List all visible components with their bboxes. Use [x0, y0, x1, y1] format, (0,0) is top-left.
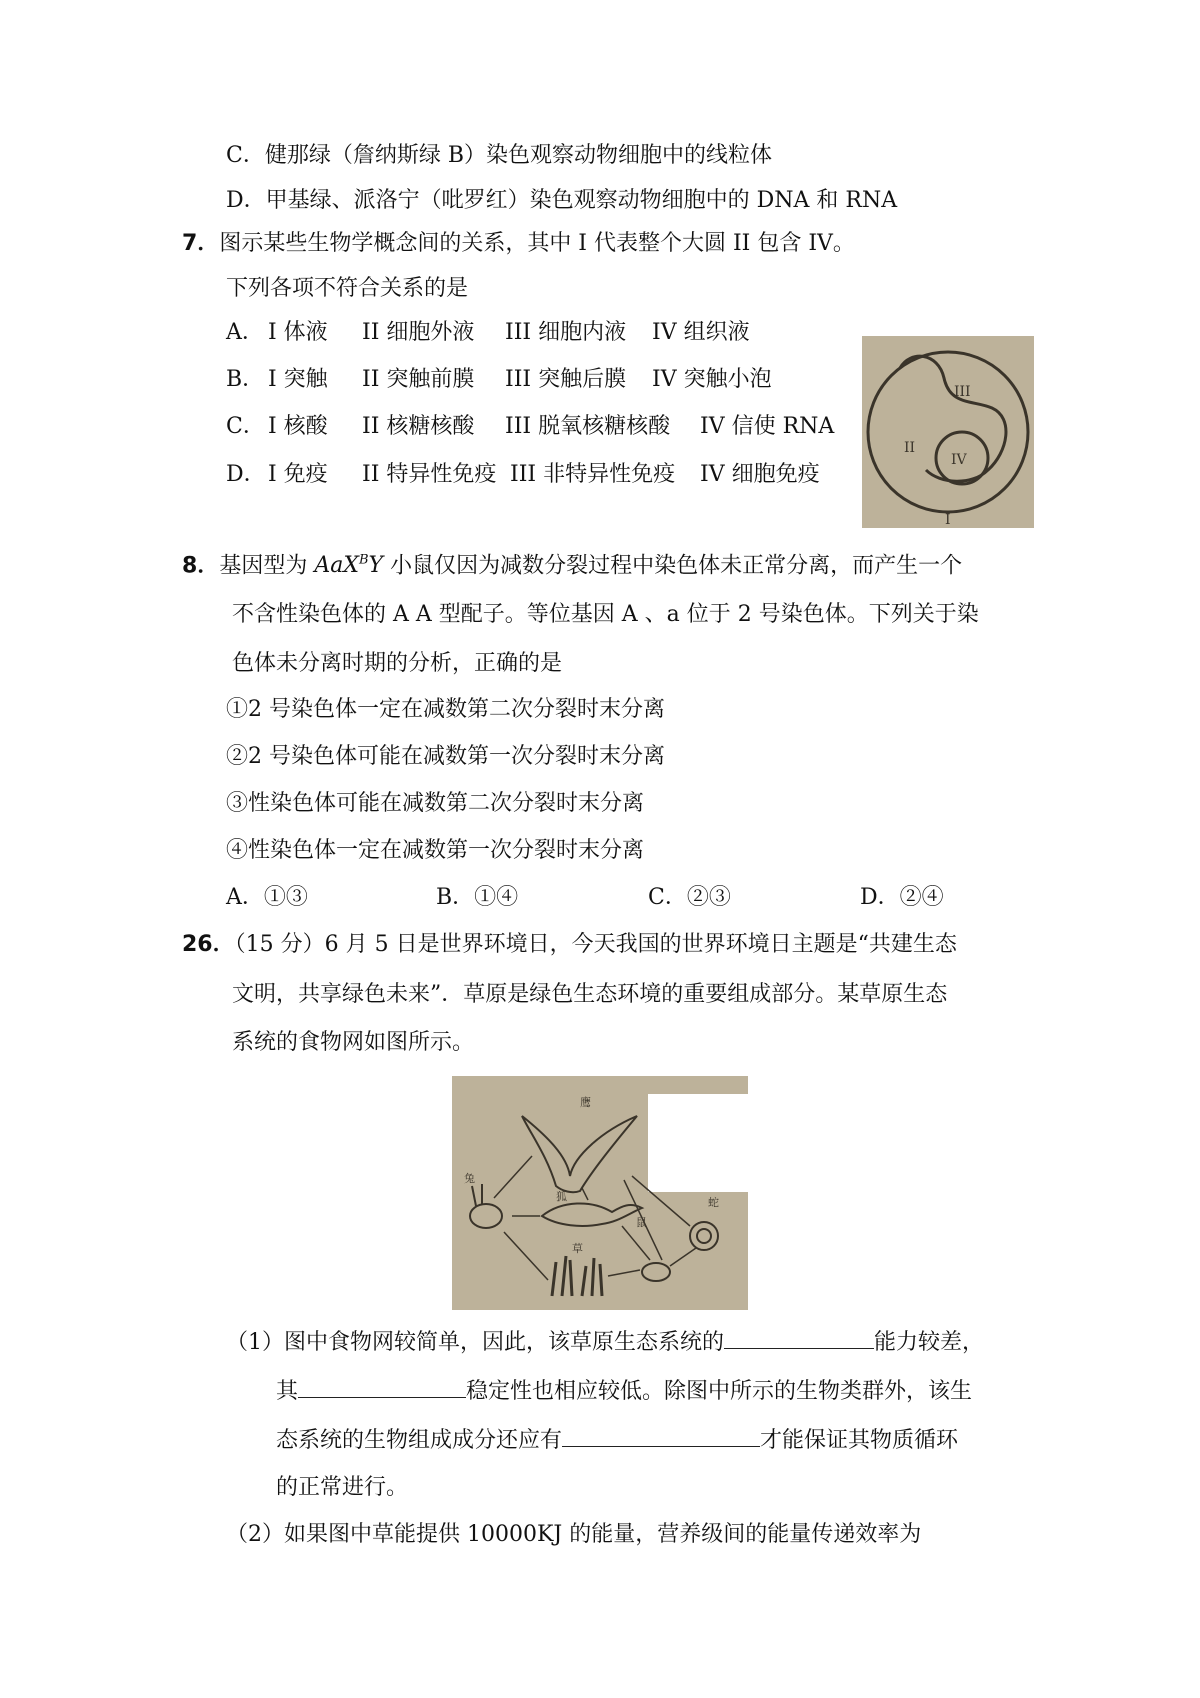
label-ii: II	[904, 440, 916, 456]
figure-white-patch	[648, 1094, 748, 1192]
label-i: I	[945, 512, 951, 528]
q8-statement-4: ④性染色体一定在减数第一次分裂时末分离	[226, 838, 645, 863]
label-mouse: 鼠	[636, 1216, 647, 1229]
answer-blank-2[interactable]	[298, 1375, 466, 1398]
q8-statement-1: ①2 号染色体一定在减数第二次分裂时末分离	[226, 697, 665, 722]
label-fox: 狐	[556, 1190, 567, 1203]
q7-stem-line2: 下列各项不符合关系的是	[226, 276, 469, 301]
q26-stem-line3: 系统的食物网如图所示。	[232, 1030, 475, 1055]
q7-number: 7．	[182, 231, 220, 256]
q26-sub1-line1: （1）图中食物网较简单，因此，该草原生态系统的 能力较差，	[226, 1326, 984, 1358]
q6-option-d: D．甲基绿、派洛宁（吡罗红）染色观察动物细胞中的 DNA 和 RNA	[226, 188, 898, 213]
label-snake: 蛇	[708, 1196, 719, 1209]
q26-stem-line1: 26．（15 分）6 月 5 日是世界环境日，今天我国的世界环境日主题是“共建生态	[182, 932, 957, 957]
q6-option-c: C．健那绿（詹纳斯绿 B）染色观察动物细胞中的线粒体	[226, 143, 772, 168]
q26-sub1-line2: 其 稳定性也相应较低。除图中所示的生物类群外，该生	[276, 1375, 972, 1407]
answer-blank-3[interactable]	[562, 1424, 760, 1447]
q8-choice-b: B．①④	[436, 885, 519, 910]
q7-concept-diagram	[862, 336, 1034, 528]
genotype: AaX$^B$Y	[314, 553, 384, 579]
q26-sub2-line1: （2）如果图中草能提供 10000KJ 的能量，营养级间的能量传递效率为	[226, 1522, 922, 1547]
q8-stem-line3: 色体未分离时期的分析，正确的是	[232, 651, 563, 676]
q26-stem-line2: 文明，共享绿色未来”．草原是绿色生态环境的重要组成部分。某草原生态	[232, 982, 948, 1007]
q7-stem-line1: 7．图示某些生物学概念间的关系，其中 I 代表整个大圆 II 包含 IV。	[182, 231, 855, 256]
q8-stem-line2: 不含性染色体的 A A 型配子。等位基因 A 、a 位于 2 号染色体。下列关于染	[232, 602, 979, 627]
q26-sub1-line3: 态系统的生物组成成分还应有 才能保证其物质循环	[276, 1424, 958, 1456]
label-eagle: 鹰	[580, 1096, 591, 1109]
q8-stem-line1: 8．基因型为 AaX$^B$Y 小鼠仅因为减数分裂过程中染色体未正常分离，而产生一个	[182, 553, 963, 579]
label-grass: 草	[572, 1242, 583, 1255]
q8-choice-d: D．②④	[860, 885, 944, 910]
label-rabbit: 兔	[464, 1172, 475, 1185]
label-iv: IV	[951, 452, 967, 468]
q26-sub1-line4: 的正常进行。	[276, 1475, 409, 1500]
q8-statement-3: ③性染色体可能在减数第二次分裂时末分离	[226, 791, 645, 816]
answer-blank-1[interactable]	[724, 1326, 874, 1349]
q8-choice-a: A．①③	[226, 885, 308, 910]
q8-statement-2: ②2 号染色体可能在减数第一次分裂时末分离	[226, 744, 665, 769]
q26-food-web-figure	[452, 1076, 748, 1310]
label-iii: III	[954, 384, 971, 400]
q26-number: 26．	[182, 932, 235, 957]
q8-number: 8．	[182, 553, 220, 579]
diagram-background	[862, 336, 1034, 528]
q8-choice-c: C．②③	[648, 885, 731, 910]
